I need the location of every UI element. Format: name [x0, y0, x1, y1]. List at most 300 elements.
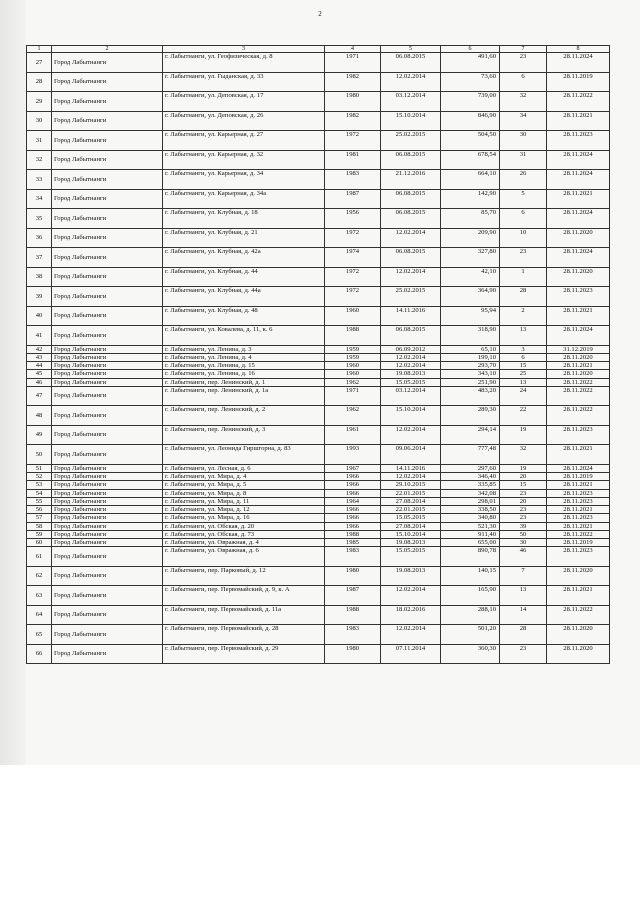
municipality-cell: Город Лабытнанги: [52, 497, 163, 505]
area-cell: 360,30: [441, 644, 500, 664]
year-built-cell: 1964: [325, 497, 381, 505]
row-number-cell: 47: [27, 386, 52, 406]
residents-cell: 14: [500, 605, 547, 625]
residents-cell: 13: [500, 378, 547, 386]
address-cell: г. Лабытнанги, ул. Клубная, д. 48: [163, 306, 325, 326]
table-row: [27, 209, 610, 229]
address-cell: г. Лабытнанги, ул. Обская, д. 20: [163, 522, 325, 530]
address-cell: г. Лабытнанги, ул. Клубная, д. 44: [163, 267, 325, 287]
row-number-cell: 40: [27, 306, 52, 326]
inclusion-date-cell: 12.02.2014: [381, 625, 441, 645]
residents-cell: 24: [500, 386, 547, 406]
deadline-cell: 28.11.2020: [547, 353, 610, 361]
year-built-cell: 1983: [325, 170, 381, 190]
municipality-cell: Город Лабытнанги: [52, 506, 163, 514]
year-built-cell: 1974: [325, 248, 381, 268]
inclusion-date-cell: 12.02.2014: [381, 586, 441, 606]
address-cell: г. Лабытнанги, ул. Ленина, д. 4: [163, 353, 325, 361]
municipality-cell: Город Лабытнанги: [52, 353, 163, 361]
column-header: 3: [163, 46, 325, 53]
residents-cell: 32: [500, 445, 547, 465]
municipality-cell: Город Лабытнанги: [52, 189, 163, 209]
residents-cell: 31: [500, 150, 547, 170]
area-cell: 890,78: [441, 547, 500, 567]
area-cell: 739,00: [441, 92, 500, 112]
deadline-cell: 28.11.2021: [547, 445, 610, 465]
residents-cell: 7: [500, 566, 547, 586]
inclusion-date-cell: 12.02.2014: [381, 425, 441, 445]
year-built-cell: 1966: [325, 522, 381, 530]
table-row: [27, 425, 610, 445]
residents-cell: 19: [500, 464, 547, 472]
page-bottom-margin: [0, 765, 640, 905]
area-cell: 664,10: [441, 170, 500, 190]
table-row: [27, 267, 610, 287]
row-number-cell: 39: [27, 287, 52, 307]
area-cell: 338,50: [441, 506, 500, 514]
table-row: [27, 530, 610, 538]
deadline-cell: 28.11.2020: [547, 228, 610, 248]
table-row: [27, 489, 610, 497]
year-built-cell: 1987: [325, 586, 381, 606]
year-built-cell: 1988: [325, 605, 381, 625]
area-cell: 521,30: [441, 522, 500, 530]
table-row: [27, 566, 610, 586]
address-cell: г. Лабытнанги, ул. Ленина, д. 15: [163, 362, 325, 370]
row-number-cell: 49: [27, 425, 52, 445]
year-built-cell: 1962: [325, 406, 381, 426]
address-cell: г. Лабытнанги, ул. Деповская, д. 17: [163, 92, 325, 112]
area-cell: 298,01: [441, 497, 500, 505]
municipality-cell: Город Лабытнанги: [52, 445, 163, 465]
table-row: [27, 131, 610, 151]
deadline-cell: 28.11.2020: [547, 267, 610, 287]
address-cell: г. Лабытнанги, пер. Парковый, д. 12: [163, 566, 325, 586]
year-built-cell: 1960: [325, 370, 381, 378]
row-number-cell: 45: [27, 370, 52, 378]
year-built-cell: 1980: [325, 644, 381, 664]
area-cell: 491,60: [441, 53, 500, 73]
area-cell: 340,80: [441, 514, 500, 522]
area-cell: 85,70: [441, 209, 500, 229]
inclusion-date-cell: 06.08.2015: [381, 150, 441, 170]
inclusion-date-cell: 27.08.2014: [381, 522, 441, 530]
deadline-cell: 28.11.2020: [547, 566, 610, 586]
table-row: [27, 378, 610, 386]
row-number-cell: 29: [27, 92, 52, 112]
inclusion-date-cell: 14.11.2016: [381, 464, 441, 472]
area-cell: 846,90: [441, 111, 500, 131]
inclusion-date-cell: 25.02.2015: [381, 287, 441, 307]
deadline-cell: 28.11.2023: [547, 489, 610, 497]
address-cell: г. Лабытнанги, ул. Ленина, д. 3: [163, 345, 325, 353]
address-cell: г. Лабытнанги, ул. Деповская, д. 26: [163, 111, 325, 131]
table-row: [27, 473, 610, 481]
area-cell: 95,94: [441, 306, 500, 326]
municipality-cell: Город Лабытнанги: [52, 625, 163, 645]
year-built-cell: 1967: [325, 464, 381, 472]
residents-cell: 23: [500, 248, 547, 268]
residents-cell: 13: [500, 586, 547, 606]
municipality-cell: Город Лабытнанги: [52, 111, 163, 131]
residents-cell: 13: [500, 326, 547, 346]
area-cell: 343,10: [441, 370, 500, 378]
residents-cell: 34: [500, 111, 547, 131]
address-cell: г. Лабытнанги, ул. Клубная, д. 44а: [163, 287, 325, 307]
table-row: [27, 353, 610, 361]
address-cell: г. Лабытнанги, пер. Первомайский, д. 29: [163, 644, 325, 664]
page-number: 2: [318, 10, 322, 18]
residents-cell: 28: [500, 625, 547, 645]
municipality-cell: Город Лабытнанги: [52, 362, 163, 370]
table-row: [27, 111, 610, 131]
inclusion-date-cell: 12.02.2014: [381, 353, 441, 361]
year-built-cell: 1987: [325, 189, 381, 209]
year-built-cell: 1972: [325, 267, 381, 287]
year-built-cell: 1959: [325, 353, 381, 361]
address-cell: г. Лабытнанги, ул. Мира, д. 5: [163, 481, 325, 489]
inclusion-date-cell: 06.08.2015: [381, 248, 441, 268]
year-built-cell: 1980: [325, 92, 381, 112]
row-number-cell: 55: [27, 497, 52, 505]
deadline-cell: 28.11.2023: [547, 497, 610, 505]
row-number-cell: 34: [27, 189, 52, 209]
residents-cell: 23: [500, 506, 547, 514]
area-cell: 678,54: [441, 150, 500, 170]
row-number-cell: 42: [27, 345, 52, 353]
row-number-cell: 66: [27, 644, 52, 664]
deadline-cell: 28.11.2023: [547, 514, 610, 522]
deadline-cell: 28.11.2021: [547, 306, 610, 326]
year-built-cell: 1980: [325, 566, 381, 586]
residents-cell: 1: [500, 267, 547, 287]
year-built-cell: 1988: [325, 530, 381, 538]
area-cell: 346,40: [441, 473, 500, 481]
inclusion-date-cell: 06.08.2015: [381, 209, 441, 229]
year-built-cell: 1985: [325, 539, 381, 547]
table-row: [27, 287, 610, 307]
inclusion-date-cell: 14.11.2016: [381, 306, 441, 326]
area-cell: 251,90: [441, 378, 500, 386]
deadline-cell: 28.11.2019: [547, 539, 610, 547]
table-row: [27, 248, 610, 268]
column-header: 6: [441, 46, 500, 53]
table-row: [27, 370, 610, 378]
inclusion-date-cell: 12.02.2014: [381, 267, 441, 287]
year-built-cell: 1962: [325, 378, 381, 386]
area-cell: 297,60: [441, 464, 500, 472]
residents-cell: 39: [500, 522, 547, 530]
deadline-cell: 28.11.2022: [547, 406, 610, 426]
residents-cell: 5: [500, 189, 547, 209]
table-row: [27, 586, 610, 606]
inclusion-date-cell: 25.02.2015: [381, 131, 441, 151]
row-number-cell: 38: [27, 267, 52, 287]
address-cell: г. Лабытнанги, ул. Клубная, д. 21: [163, 228, 325, 248]
municipality-cell: Город Лабытнанги: [52, 473, 163, 481]
row-number-cell: 60: [27, 539, 52, 547]
deadline-cell: 28.11.2019: [547, 473, 610, 481]
residents-cell: 30: [500, 539, 547, 547]
address-cell: г. Лабытнанги, ул. Лесная, д. 6: [163, 464, 325, 472]
deadline-cell: 28.11.2023: [547, 287, 610, 307]
deadline-cell: 28.11.2021: [547, 586, 610, 606]
residents-cell: 23: [500, 53, 547, 73]
municipality-cell: Город Лабытнанги: [52, 326, 163, 346]
residents-cell: 26: [500, 170, 547, 190]
table-row: [27, 326, 610, 346]
address-cell: г. Лабытнанги, пер. Первомайский, д. 11а: [163, 605, 325, 625]
year-built-cell: 1988: [325, 326, 381, 346]
residents-cell: 15: [500, 481, 547, 489]
address-cell: г. Лабытнанги, ул. Геофизическая, д. 8: [163, 53, 325, 73]
year-built-cell: 1960: [325, 306, 381, 326]
area-cell: 294,14: [441, 425, 500, 445]
residents-cell: 50: [500, 530, 547, 538]
municipality-cell: Город Лабытнанги: [52, 131, 163, 151]
inclusion-date-cell: 22.01.2015: [381, 506, 441, 514]
row-number-cell: 62: [27, 566, 52, 586]
municipality-cell: Город Лабытнанги: [52, 530, 163, 538]
address-cell: г. Лабытнанги, ул. Карьерная, д. 34а: [163, 189, 325, 209]
municipality-cell: Город Лабытнанги: [52, 644, 163, 664]
year-built-cell: 1993: [325, 445, 381, 465]
table-row: [27, 53, 610, 73]
residents-cell: 28: [500, 287, 547, 307]
address-cell: г. Лабытнанги, пер. Первомайский, д. 9, к. А: [163, 586, 325, 606]
deadline-cell: 28.11.2022: [547, 378, 610, 386]
residents-cell: 46: [500, 547, 547, 567]
row-number-cell: 43: [27, 353, 52, 361]
address-cell: г. Лабытнанги, пер. Ленинский, д. 1: [163, 378, 325, 386]
row-number-cell: 36: [27, 228, 52, 248]
residents-cell: 23: [500, 514, 547, 522]
inclusion-date-cell: 12.02.2014: [381, 72, 441, 92]
deadline-cell: 28.11.2023: [547, 547, 610, 567]
address-cell: г. Лабытнанги, пер. Ленинский, д. 3: [163, 425, 325, 445]
inclusion-date-cell: 15.10.2014: [381, 406, 441, 426]
year-built-cell: 1982: [325, 72, 381, 92]
area-cell: 42,10: [441, 267, 500, 287]
inclusion-date-cell: 12.02.2014: [381, 228, 441, 248]
area-cell: 327,80: [441, 248, 500, 268]
column-header: 8: [547, 46, 610, 53]
year-built-cell: 1966: [325, 506, 381, 514]
table-row: [27, 514, 610, 522]
address-cell: г. Лабытнанги, ул. Овражная, д. 6: [163, 547, 325, 567]
inclusion-date-cell: 21.12.2016: [381, 170, 441, 190]
address-cell: г. Лабытнанги, ул. Гыданская, д. 33: [163, 72, 325, 92]
municipality-cell: Город Лабытнанги: [52, 306, 163, 326]
area-cell: 483,20: [441, 386, 500, 406]
area-cell: 777,48: [441, 445, 500, 465]
deadline-cell: 28.11.2021: [547, 111, 610, 131]
address-cell: г. Лабытнанги, ул. Овражная, д. 4: [163, 539, 325, 547]
table-row: [27, 445, 610, 465]
residents-cell: 6: [500, 209, 547, 229]
column-header: 7: [500, 46, 547, 53]
table-row: [27, 481, 610, 489]
address-cell: г. Лабытнанги, ул. Мира, д. 16: [163, 514, 325, 522]
inclusion-date-cell: 06.08.2015: [381, 326, 441, 346]
row-number-cell: 58: [27, 522, 52, 530]
row-number-cell: 57: [27, 514, 52, 522]
deadline-cell: 28.11.2022: [547, 92, 610, 112]
deadline-cell: 28.11.2020: [547, 625, 610, 645]
table-row: [27, 228, 610, 248]
residents-cell: 2: [500, 306, 547, 326]
address-cell: г. Лабытнанги, ул. Мира, д. 11: [163, 497, 325, 505]
municipality-cell: Город Лабытнанги: [52, 406, 163, 426]
municipality-cell: Город Лабытнанги: [52, 481, 163, 489]
inclusion-date-cell: 06.08.2015: [381, 189, 441, 209]
column-number-row: [27, 46, 610, 53]
municipality-cell: Город Лабытнанги: [52, 566, 163, 586]
area-cell: 504,50: [441, 131, 500, 151]
row-number-cell: 64: [27, 605, 52, 625]
municipality-cell: Город Лабытнанги: [52, 386, 163, 406]
residents-cell: 25: [500, 370, 547, 378]
row-number-cell: 59: [27, 530, 52, 538]
address-cell: г. Лабытнанги, ул. Ленина, д. 16: [163, 370, 325, 378]
area-cell: 911,40: [441, 530, 500, 538]
table-row: [27, 386, 610, 406]
year-built-cell: 1971: [325, 53, 381, 73]
address-cell: г. Лабытнанги, ул. Карьерная, д. 27: [163, 131, 325, 151]
row-number-cell: 63: [27, 586, 52, 606]
municipality-cell: Город Лабытнанги: [52, 547, 163, 567]
row-number-cell: 32: [27, 150, 52, 170]
address-cell: г. Лабытнанги, ул. Мира, д. 12: [163, 506, 325, 514]
row-number-cell: 54: [27, 489, 52, 497]
row-number-cell: 41: [27, 326, 52, 346]
deadline-cell: 28.11.2021: [547, 481, 610, 489]
deadline-cell: 28.11.2024: [547, 209, 610, 229]
scan-binding-edge: [0, 0, 26, 765]
residents-cell: 23: [500, 489, 547, 497]
inclusion-date-cell: 29.10.2015: [381, 481, 441, 489]
address-cell: г. Лабытнанги, пер. Первомайский, д. 28: [163, 625, 325, 645]
municipality-cell: Город Лабытнанги: [52, 72, 163, 92]
area-cell: 318,90: [441, 326, 500, 346]
table-row: [27, 497, 610, 505]
municipality-cell: Город Лабытнанги: [52, 464, 163, 472]
area-cell: 65,10: [441, 345, 500, 353]
area-cell: 364,90: [441, 287, 500, 307]
deadline-cell: 28.11.2024: [547, 248, 610, 268]
row-number-cell: 46: [27, 378, 52, 386]
year-built-cell: 1972: [325, 287, 381, 307]
address-cell: г. Лабытнанги, ул. Мира, д. 8: [163, 489, 325, 497]
residents-cell: 23: [500, 644, 547, 664]
residents-cell: 3: [500, 345, 547, 353]
row-number-cell: 35: [27, 209, 52, 229]
municipality-cell: Город Лабытнанги: [52, 378, 163, 386]
residents-cell: 10: [500, 228, 547, 248]
inclusion-date-cell: 19.08.2013: [381, 370, 441, 378]
municipality-cell: Город Лабытнанги: [52, 539, 163, 547]
row-number-cell: 33: [27, 170, 52, 190]
row-number-cell: 61: [27, 547, 52, 567]
deadline-cell: 28.11.2023: [547, 131, 610, 151]
address-cell: г. Лабытнанги, пер. Ленинский, д. 2: [163, 406, 325, 426]
municipality-cell: Город Лабытнанги: [52, 522, 163, 530]
table-row: [27, 625, 610, 645]
residents-cell: 30: [500, 131, 547, 151]
address-cell: г. Лабытнанги, ул. Ковалева, д. 11, к. 6: [163, 326, 325, 346]
row-number-cell: 30: [27, 111, 52, 131]
table-row: [27, 170, 610, 190]
municipality-cell: Город Лабытнанги: [52, 267, 163, 287]
municipality-cell: Город Лабытнанги: [52, 425, 163, 445]
housing-register-table: [26, 45, 610, 664]
table-row: [27, 362, 610, 370]
column-header: 1: [27, 46, 52, 53]
deadline-cell: 28.11.2019: [547, 72, 610, 92]
inclusion-date-cell: 09.06.2014: [381, 445, 441, 465]
inclusion-date-cell: 15.05.2015: [381, 547, 441, 567]
table-row: [27, 522, 610, 530]
table-row: [27, 464, 610, 472]
inclusion-date-cell: 06.08.2015: [381, 53, 441, 73]
area-cell: 73,60: [441, 72, 500, 92]
year-built-cell: 1961: [325, 425, 381, 445]
year-built-cell: 1981: [325, 150, 381, 170]
inclusion-date-cell: 12.02.2014: [381, 473, 441, 481]
table-row: [27, 189, 610, 209]
municipality-cell: Город Лабытнанги: [52, 92, 163, 112]
address-cell: г. Лабытнанги, ул. Карьерная, д. 32: [163, 150, 325, 170]
deadline-cell: 28.11.2024: [547, 53, 610, 73]
row-number-cell: 27: [27, 53, 52, 73]
year-built-cell: 1960: [325, 362, 381, 370]
deadline-cell: 28.11.2024: [547, 150, 610, 170]
deadline-cell: 28.11.2020: [547, 370, 610, 378]
inclusion-date-cell: 15.05.2015: [381, 378, 441, 386]
inclusion-date-cell: 06.09.2012: [381, 345, 441, 353]
column-header: 5: [381, 46, 441, 53]
row-number-cell: 53: [27, 481, 52, 489]
residents-cell: 6: [500, 353, 547, 361]
table-row: [27, 72, 610, 92]
column-header: 2: [52, 46, 163, 53]
residents-cell: 19: [500, 425, 547, 445]
table-row: [27, 306, 610, 326]
municipality-cell: Город Лабытнанги: [52, 489, 163, 497]
deadline-cell: 28.11.2024: [547, 170, 610, 190]
inclusion-date-cell: 15.05.2015: [381, 514, 441, 522]
inclusion-date-cell: 22.01.2015: [381, 489, 441, 497]
year-built-cell: 1983: [325, 547, 381, 567]
area-cell: 165,90: [441, 586, 500, 606]
inclusion-date-cell: 15.10.2014: [381, 111, 441, 131]
row-number-cell: 37: [27, 248, 52, 268]
address-cell: г. Лабытнанги, ул. Карьерная, д. 34: [163, 170, 325, 190]
year-built-cell: 1966: [325, 514, 381, 522]
year-built-cell: 1966: [325, 489, 381, 497]
year-built-cell: 1966: [325, 473, 381, 481]
address-cell: г. Лабытнанги, ул. Леонида Гиршгорна, д. 83: [163, 445, 325, 465]
table-row: [27, 406, 610, 426]
deadline-cell: 28.11.2022: [547, 530, 610, 538]
residents-cell: 20: [500, 497, 547, 505]
row-number-cell: 31: [27, 131, 52, 151]
deadline-cell: 28.11.2021: [547, 522, 610, 530]
area-cell: 501,20: [441, 625, 500, 645]
municipality-cell: Город Лабытнанги: [52, 248, 163, 268]
row-number-cell: 48: [27, 406, 52, 426]
inclusion-date-cell: 27.08.2014: [381, 497, 441, 505]
